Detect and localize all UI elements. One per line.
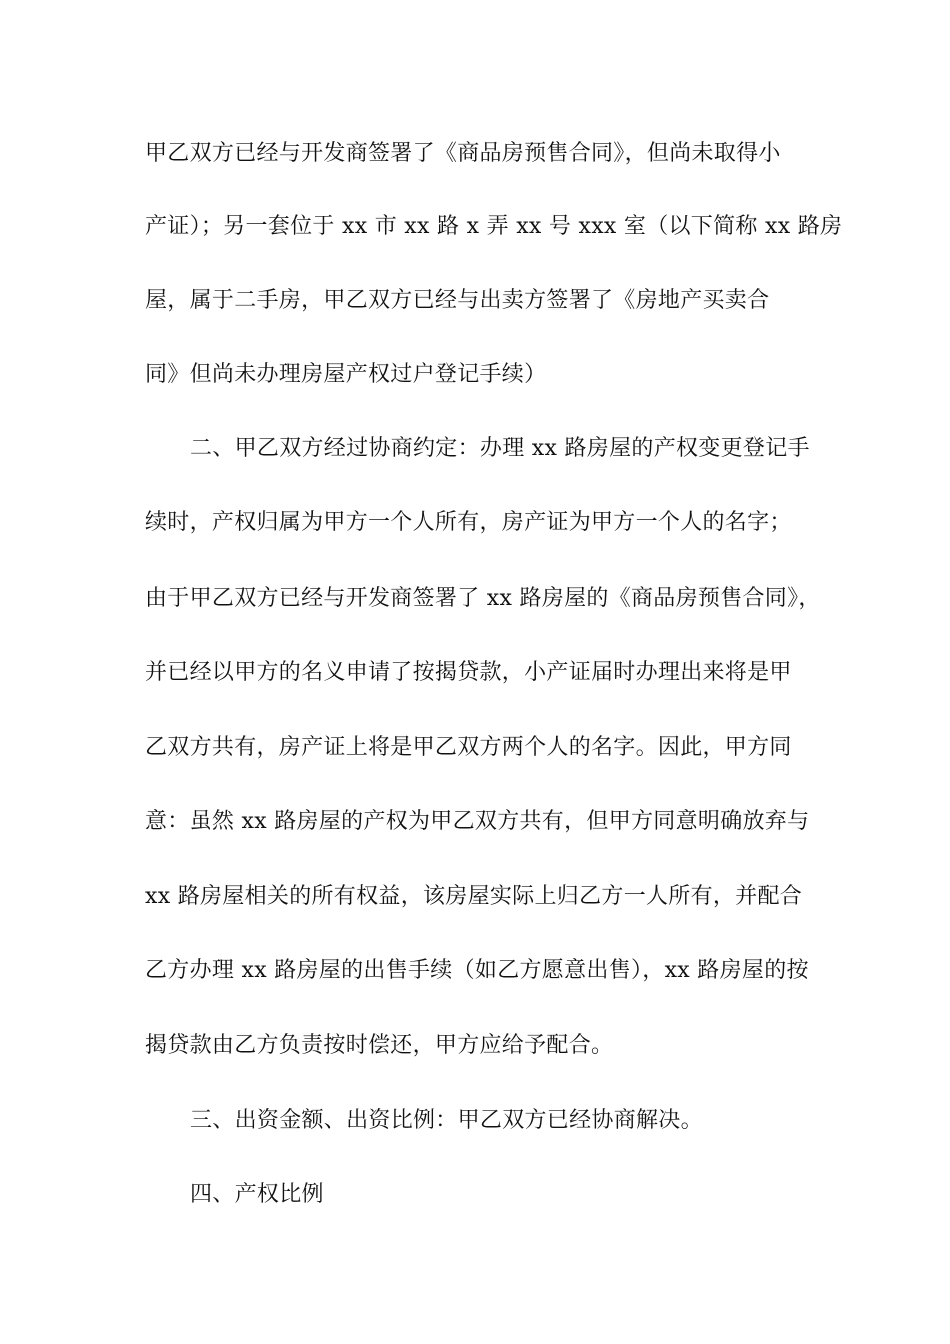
text-line: 同》但尚未办理房屋产权过户登记手续） [145,362,547,387]
text-line: 揭贷款由乙方负责按时偿还，甲方应给予配合。 [145,1033,614,1058]
text-line: xx 路房屋相关的所有权益，该房屋实际上归乙方一人所有，并配合 [145,884,803,909]
paragraph-3: 三、出资金额、出资比例：甲乙双方已经协商解决。 [190,1108,703,1133]
text-line: 续时，产权归属为甲方一个人所有，房产证为甲方一个人的名字； [145,510,792,535]
text-line: 乙方办理 xx 路房屋的出售手续（如乙方愿意出售），xx 路房屋的按 [145,958,809,983]
text-line: 意：虽然 xx 路房屋的产权为甲乙双方共有，但甲方同意明确放弃与 [145,809,810,834]
text-line: 并已经以甲方的名义申请了按揭贷款，小产证届时办理出来将是甲 [145,660,792,685]
text-line: 乙双方共有，房产证上将是甲乙双方两个人的名字。因此，甲方同 [145,735,792,760]
paragraph-4-heading: 四、产权比例 [190,1182,324,1207]
text-line: 产证）；另一套位于 xx 市 xx 路 x 弄 xx 号 xxx 室（以下简称 xx 路房 [145,214,843,239]
text-line: 甲乙双方已经与开发商签署了《商品房预售合同》，但尚未取得小 [145,141,781,166]
text-line: 屋，属于二手房，甲乙双方已经与出卖方签署了《房地产买卖合 [145,288,770,313]
text-line: 由于甲乙双方已经与开发商签署了 xx 路房屋的《商品房预售合同》， [145,586,821,611]
paragraph-2-start: 二、甲乙双方经过协商约定：办理 xx 路房屋的产权变更登记手 [190,436,810,461]
